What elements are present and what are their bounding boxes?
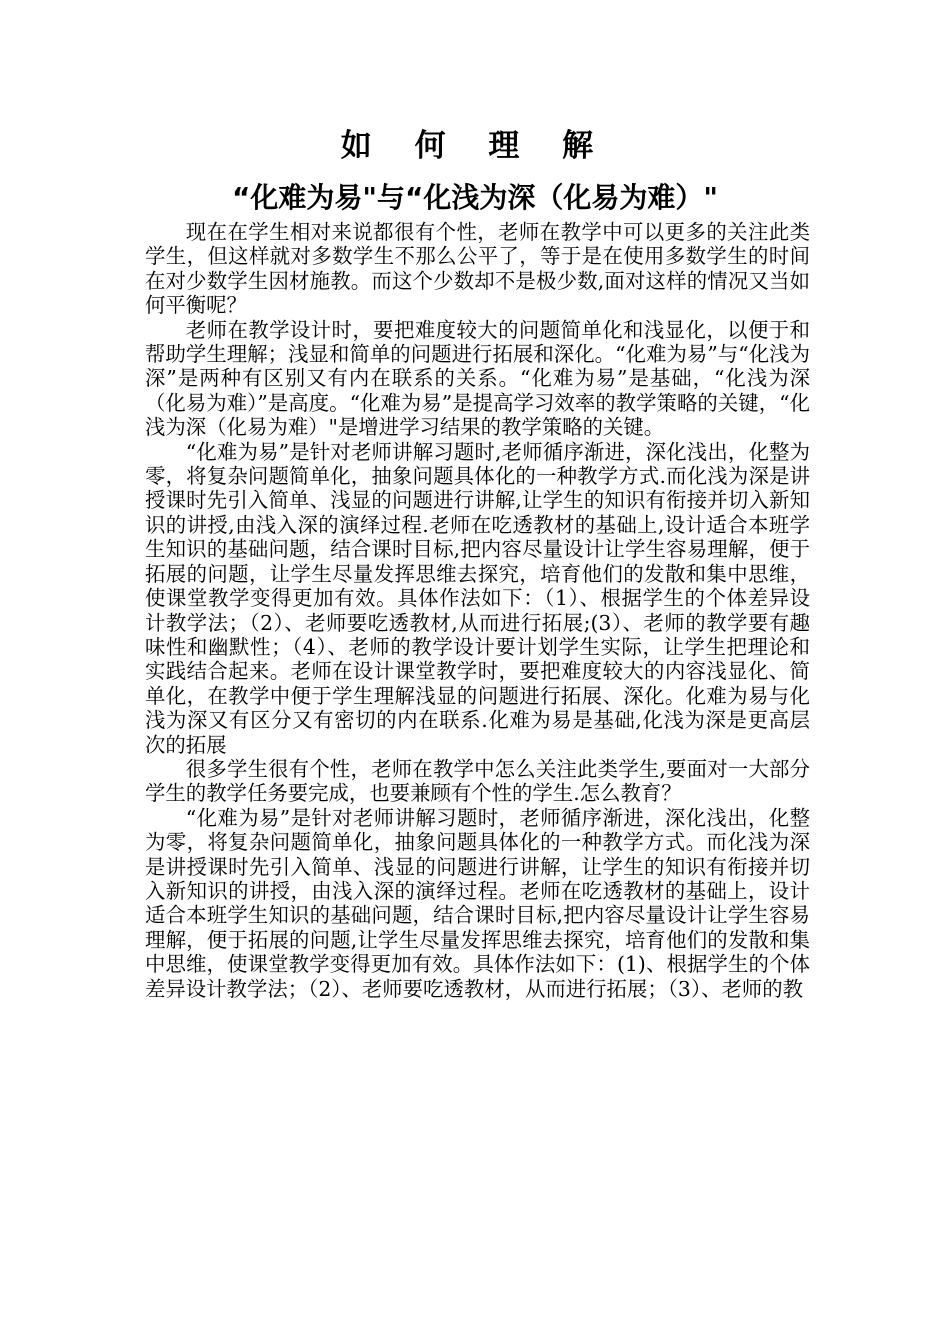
document-subtitle: “化难为易"与“化浅为深（化易为难）"	[232, 181, 718, 214]
paragraph: “化难为易”是针对老师讲解习题时,老师循序渐进，深化浅出，化整为零，将复杂问题简单化，抽象问题具体化的一种教学方式.而化浅为深是讲授课时先引入简单、浅显的问题进行讲解,让学生的知识有衔接并切入新知识的讲授,由浅入深的演绎过程.老师在吃透教材的基础上,设计适合本班学生知识的基础问题，结合课时目标,把内容尽量设计让学生容易理解，便于拓展的问题，让学生尽量发挥思维去探究，培育他们的发散和集中思维，使课堂教学变得更加有效。具体作法如下：（1）、根据学生的个体差异设计教学法；（2）、老师要吃透教材,从而进行拓展;(3）、老师的教学要有趣味性和幽默性；（4）、老师的教学设计要计划学生实际，让学生把理论和实践结合起来。老师在设计课堂教学时，要把难度较大的内容浅显化、简单化，在教学中便于学生理解浅显的问题进行拓展、深化。化难为易与化浅为深又有区分又有密切的内在联系.化难为易是基础,化浅为深是更高层次的拓展	[145, 439, 810, 757]
paragraph: 很多学生很有个性，老师在教学中怎么关注此类学生,要面对一大部分学生的教学任务要完成，也要兼顾有个性的学生.怎么教育？	[145, 756, 810, 806]
document-body	[145, 220, 810, 1001]
paragraph: 现在在学生相对来说都很有个性，老师在教学中可以更多的关注此类学生，但这样就对多数学生不那么公平了，等于是在使用多数学生的时间在对少数学生因材施教。而这个少数却不是极少数,面对这样的情况又当如何平衡呢？	[145, 220, 810, 318]
paragraph: 老师在教学设计时，要把难度较大的问题简单化和浅显化，以便于和帮助学生理解；浅显和简单的问题进行拓展和深化。“化难为易”与“化浅为深”是两种有区别又有内在联系的关系。“化难为易”是基础，“化浅为深（化易为难）”是高度。“化难为易”是提高学习效率的教学策略的关键，“化浅为深（化易为难）"是增进学习结果的教学策略的关键。	[145, 317, 810, 440]
document-title: 如 何 理 解	[340, 128, 610, 164]
paragraph: “化难为易”是针对老师讲解习题时，老师循序渐进，深化浅出，化整为零，将复杂问题简单化，抽象问题具体化的一种教学方式。而化浅为深是讲授课时先引入简单、浅显的问题进行讲解，让学生的知识有衔接并切入新知识的讲授，由浅入深的演绎过程。老师在吃透教材的基础上，设计适合本班学生知识的基础问题，结合课时目标,把内容尽量设计让学生容易理解，便于拓展的问题,让学生尽量发挥思维去探究，培育他们的发散和集中思维，使课堂教学变得更加有效。具体作法如下：(1)、根据学生的个体差异设计教学法；（2）、老师要吃透教材，从而进行拓展；（3）、老师的教	[145, 805, 810, 1001]
